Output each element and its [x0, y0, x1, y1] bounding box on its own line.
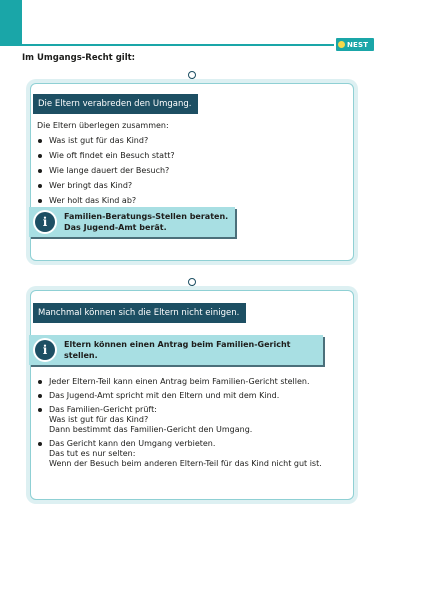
card-title: Die Eltern verabreden den Umgang.	[33, 94, 198, 114]
list-item: Wer bringt das Kind?	[37, 181, 175, 191]
header-rule	[22, 44, 334, 46]
card-einigung	[30, 290, 354, 500]
list-item: Wie oft findet ein Besuch statt?	[37, 151, 175, 161]
nest-logo	[336, 38, 374, 51]
info-icon: i	[35, 340, 55, 360]
pin-icon	[188, 71, 196, 79]
info-text: Familien-Beratungs-Stellen beraten. Das Jugend-Amt berät.	[64, 212, 229, 232]
list-item: Wer holt das Kind ab?	[37, 196, 175, 206]
info-box	[29, 207, 235, 237]
info-icon: i	[35, 212, 55, 232]
list-item: Jeder Eltern-Teil kann einen Antrag beim Familien-Gericht stellen.	[37, 377, 322, 387]
info-text: Eltern können einen Antrag beim Familien-Gericht stellen.	[64, 340, 291, 360]
list-item: Was ist gut für das Kind?	[37, 136, 175, 146]
card-lead: Die Eltern überlegen zusammen:	[37, 121, 169, 130]
list-item: Wie lange dauert der Besuch?	[37, 166, 175, 176]
info-box	[29, 335, 323, 365]
sun-icon	[338, 41, 345, 48]
question-list	[37, 136, 175, 211]
list-item: Das Gericht kann den Umgang verbieten. Das tut es nur selten: Wenn der Besuch beim anderen Eltern-Teil für das Kind nicht gut ist.	[37, 439, 322, 469]
list-item: Das Familien-Gericht prüft: Was ist gut für das Kind? Dann bestimmt das Familien-Gericht den Umgang.	[37, 405, 322, 435]
logo-text: NEST	[347, 40, 369, 49]
card-title: Manchmal können sich die Eltern nicht einigen.	[33, 303, 246, 323]
list-item: Das Jugend-Amt spricht mit den Eltern und mit dem Kind.	[37, 391, 322, 401]
page-intro: Im Umgangs-Recht gilt:	[22, 53, 136, 63]
fact-list	[37, 377, 322, 473]
card-umgang	[30, 83, 354, 261]
pin-icon	[188, 278, 196, 286]
corner-accent-block	[0, 0, 22, 46]
